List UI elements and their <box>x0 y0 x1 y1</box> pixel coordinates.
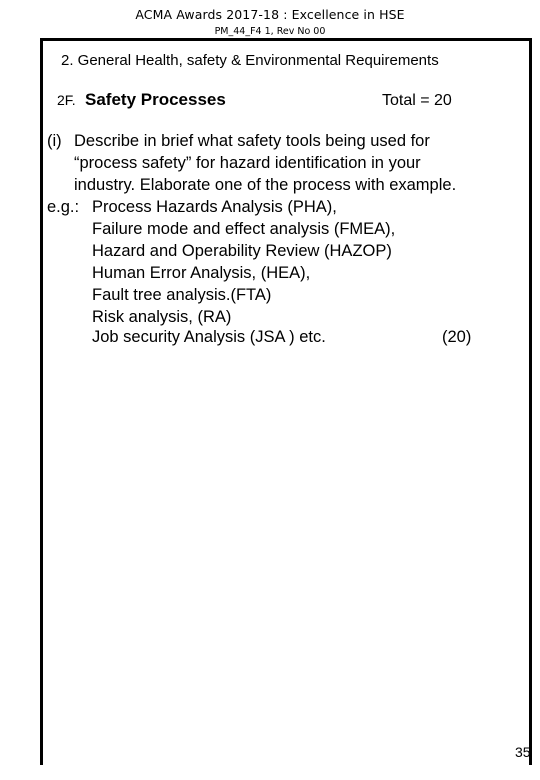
example-item: Hazard and Operability Review (HAZOP) <box>92 242 392 260</box>
question-number: (i) <box>47 132 62 150</box>
subsection-name: Safety Processes <box>85 90 226 109</box>
question-line: “process safety” for hazard identification in your <box>74 154 421 172</box>
example-item: Fault tree analysis.(FTA) <box>92 286 272 304</box>
question-line: industry. Elaborate one of the process with example. <box>74 176 457 194</box>
example-item: Job security Analysis (JSA ) etc. <box>92 328 326 346</box>
document-header-subtitle: PM_44_F4 1, Rev No 00 <box>214 26 326 37</box>
question-line: Describe in brief what safety tools being used for <box>74 132 430 150</box>
example-label: e.g.: <box>47 198 80 216</box>
section-title: 2. General Health, safety & Environmental Requirements <box>61 52 439 69</box>
example-item: Failure mode and effect analysis (FMEA), <box>92 220 396 238</box>
example-item: Process Hazards Analysis (PHA), <box>92 198 337 216</box>
example-item: Human Error Analysis, (HEA), <box>92 264 311 282</box>
page-number: 35 <box>515 744 531 760</box>
document-header-title: ACMA Awards 2017-18 : Excellence in HSE <box>135 7 405 22</box>
example-item: Risk analysis, (RA) <box>92 308 232 326</box>
subsection-code: 2F. <box>57 92 76 108</box>
total-marks: Total = 20 <box>382 92 452 109</box>
question-marks: (20) <box>442 328 472 346</box>
